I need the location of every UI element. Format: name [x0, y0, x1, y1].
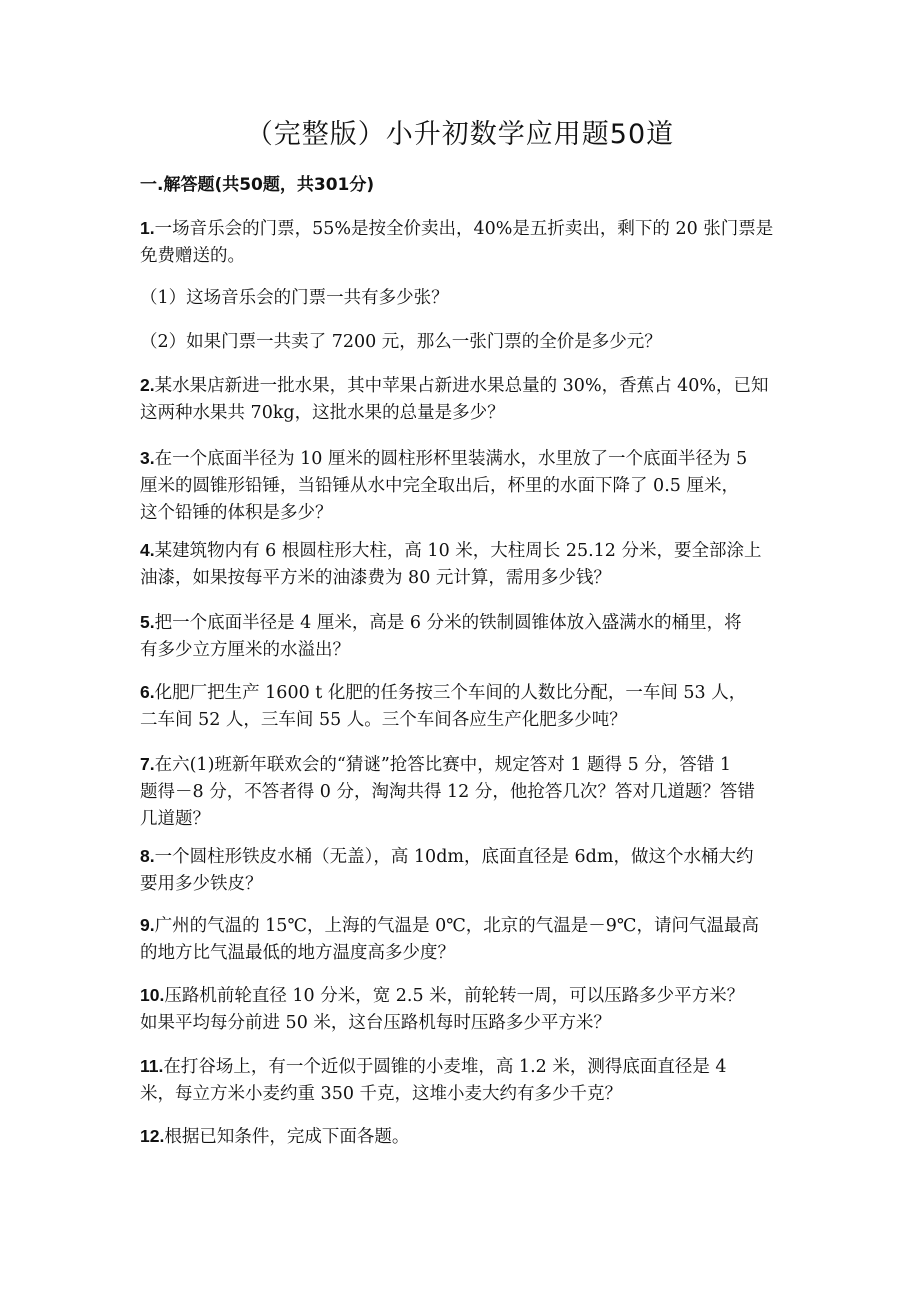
question-line: [140, 679, 790, 707]
question-text: 某建筑物内有 6 根圆柱形大柱，高 10 米，大柱周长 25.12 分米，要全部涂上: [154, 541, 762, 561]
question-7: [140, 751, 790, 833]
question-line: 这两种水果共 70kg，这批水果的总量是多少？: [140, 403, 505, 423]
section-heading: 一.解答题(共50题，共301分): [140, 175, 375, 195]
question-number: 4.: [140, 540, 155, 560]
question-line: [140, 1123, 790, 1151]
question-text: 一个圆柱形铁皮水桶（无盖），高 10dm，底面直径是 6dm，做这个水桶大约: [154, 847, 754, 867]
question-number: 5.: [140, 612, 155, 632]
question-text: 在打谷场上，有一个近似于圆锥的小麦堆，高 1.2 米，测得底面直径是 4: [163, 1057, 727, 1077]
question-line: 几道题？: [140, 809, 210, 829]
question-text: 压路机前轮直径 10 分米，宽 2.5 米，前轮转一周，可以压路多少平方米？: [164, 986, 745, 1006]
question-line: [140, 982, 790, 1010]
question-number: 10.: [140, 985, 165, 1005]
question-number: 1.: [140, 218, 155, 238]
question-text: 一场音乐会的门票，55%是按全价卖出，40%是五折卖出，剩下的 20 张门票是: [154, 219, 774, 239]
question-line: [140, 215, 790, 243]
question-text: 广州的气温的 15℃，上海的气温是 0℃，北京的气温是－9℃，请问气温最高: [154, 916, 759, 936]
question-number: 6.: [140, 682, 155, 702]
question-10: [140, 982, 790, 1037]
question-line: 要用多少铁皮？: [140, 874, 263, 894]
question-text: 把一个底面半径是 4 厘米，高是 6 分米的铁制圆锥体放入盛满水的桶里，将: [154, 613, 742, 633]
sub-question: （2）如果门票一共卖了 7200 元，那么一张门票的全价是多少元？: [140, 332, 662, 352]
question-line: [140, 1053, 790, 1081]
question-line: [140, 609, 790, 637]
question-number: 3.: [140, 448, 155, 468]
question-line: 厘米的圆锥形铅锤，当铅锤从水中完全取出后，杯里的水面下降了 0.5 厘米，: [140, 476, 739, 496]
question-line: 题得－8 分，不答者得 0 分，淘淘共得 12 分，他抢答几次？答对几道题？答错: [140, 782, 755, 802]
question-line: 米，每立方米小麦约重 350 千克，这堆小麦大约有多少千克？: [140, 1084, 623, 1104]
question-4: [140, 537, 790, 592]
question-1: [140, 215, 790, 270]
question-line: 二车间 52 人，三车间 55 人。三个车间各应生产化肥多少吨？: [140, 710, 627, 730]
question-text: 化肥厂把生产 1600 t 化肥的任务按三个车间的人数比分配，一车间 53 人，: [154, 683, 747, 703]
question-number: 2.: [140, 375, 155, 395]
question-line: [140, 372, 790, 400]
question-2: [140, 372, 790, 427]
question-line: [140, 912, 790, 940]
question-line: 有多少立方厘米的水溢出？: [140, 640, 350, 660]
question-number: 7.: [140, 754, 155, 774]
question-text: 某水果店新进一批水果，其中苹果占新进水果总量的 30%，香蕉占 40%，已知: [154, 376, 769, 396]
question-line: 这个铅锤的体积是多少？: [140, 503, 333, 523]
question-11: [140, 1053, 790, 1108]
question-3: [140, 445, 790, 527]
question-12: [140, 1123, 790, 1151]
question-9: [140, 912, 790, 967]
question-number: 11.: [140, 1056, 164, 1076]
question-5: [140, 609, 790, 664]
question-number: 8.: [140, 846, 155, 866]
question-6: [140, 679, 790, 734]
question-number: 9.: [140, 915, 155, 935]
question-line: [140, 445, 790, 473]
sub-question: （1）这场音乐会的门票一共有多少张？: [140, 288, 449, 308]
question-line: 如果平均每分前进 50 米，这台压路机每时压路多少平方米？: [140, 1013, 611, 1033]
question-line: 的地方比气温最低的地方温度高多少度？: [140, 943, 455, 963]
question-line: [140, 751, 790, 779]
question-text: 在一个底面半径为 10 厘米的圆柱形杯里装满水，水里放了一个底面半径为 5: [154, 449, 748, 469]
question-8: [140, 843, 790, 898]
question-text: 根据已知条件，完成下面各题。: [164, 1127, 410, 1147]
question-line: 油漆，如果按每平方米的油漆费为 80 元计算，需用多少钱？: [140, 568, 611, 588]
document-title: （完整版）小升初数学应用题50道: [245, 119, 675, 150]
question-number: 12.: [140, 1126, 165, 1146]
question-line: [140, 843, 790, 871]
question-line: 免费赠送的。: [140, 246, 245, 266]
question-line: [140, 537, 790, 565]
question-text: 在六(1)班新年联欢会的“猜谜”抢答比赛中，规定答对 1 题得 5 分，答错 1: [154, 755, 732, 775]
